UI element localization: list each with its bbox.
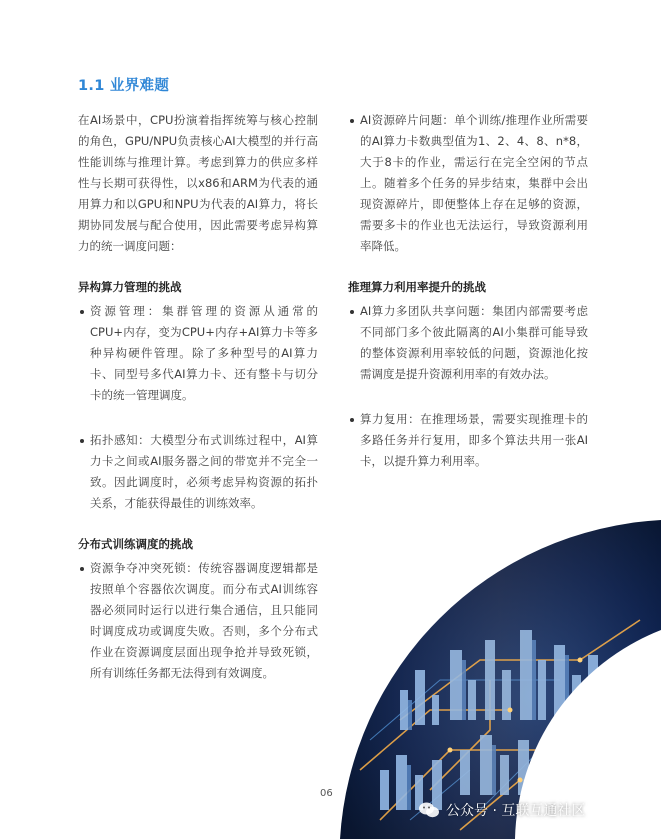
bullet-dot-icon bbox=[80, 567, 84, 571]
list-item bbox=[78, 558, 318, 684]
section-heading-heterogeneous: 异构算力管理的挑战 bbox=[78, 280, 182, 294]
list-item bbox=[348, 301, 588, 385]
bullet-text: 拓扑感知：大模型分布式训练过程中，AI算力卡之间或AI服务器之间的带宽并不完全一致。因此调度时，必须考虑异构资源的拓扑关系，才能获得最佳的训练效率。 bbox=[90, 433, 318, 510]
section-heading-distributed: 分布式训练调度的挑战 bbox=[78, 537, 193, 551]
bullet-text: 资源争夺冲突死锁：传统容器调度逻辑都是按照单个容器依次调度。而分布式AI训练容器必须同时运行以进行集合通信，且只能同时调度成功或调度失败。否则，多个分布式作业在资源调度层面出现争抢并导致死锁，所有训练任务都无法得到有效调度。 bbox=[90, 561, 318, 680]
section-heading-inference: 推理算力利用率提升的挑战 bbox=[348, 280, 486, 294]
list-item bbox=[78, 301, 318, 406]
circuit-city-image bbox=[340, 520, 661, 839]
bullet-text: AI算力多团队共享问题：集团内部需要考虑不同部门多个彼此隔离的AI小集群可能导致的整体资源利用率较低的问题，资源池化按需调度是提升资源利用率的有效办法。 bbox=[360, 304, 588, 381]
bullet-dot-icon bbox=[350, 310, 354, 314]
bullet-dot-icon bbox=[350, 418, 354, 422]
circuit-city-illustration bbox=[340, 520, 661, 839]
left-column bbox=[78, 110, 318, 708]
watermark-text: 公众号 · 互联互通社区 bbox=[446, 803, 586, 819]
intro-paragraph: 在AI场景中，CPU扮演着指挥统筹与核心控制的角色，GPU/NPU负责核心AI大模型的并行高性能训练与推理计算。考虑到算力的供应多样性与长期可获得性，以x86和ARM为代表的通用算力和以GPU和NPU为代表的AI算力，将长期协同发展与配合使用，因此需要考虑异构算力的统一调度问题： bbox=[78, 113, 318, 253]
page-title: 1.1 业界难题 bbox=[78, 78, 170, 94]
bullet-text: 资源管理：集群管理的资源从通常的CPU+内存，变为CPU+内存+AI算力卡等多种异构硬件管理。除了多种型号的AI算力卡、同型号多代AI算力卡、还有整卡与切分卡的统一管理调度。 bbox=[90, 304, 318, 402]
wechat-watermark bbox=[418, 800, 585, 820]
bullet-dot-icon bbox=[350, 119, 354, 123]
page-number: 06 bbox=[320, 788, 333, 799]
wechat-icon bbox=[418, 801, 440, 819]
bullet-dot-icon bbox=[80, 439, 84, 443]
right-column bbox=[348, 110, 588, 496]
list-item bbox=[348, 110, 588, 257]
bullet-text: 算力复用：在推理场景，需要实现推理卡的多路任务并行复用，即多个算法共用一张AI卡，以提升算力利用率。 bbox=[360, 412, 588, 468]
bullet-text: AI资源碎片问题：单个训练/推理作业所需要的AI算力卡数典型值为1、2、4、8、n*8，大于8卡的作业，需运行在完全空闲的节点上。随着多个任务的异步结束，集群中会出现资源碎片，即便整体上存在足够的资源，需要多卡的作业也无法运行，导致资源利用率降低。 bbox=[360, 113, 588, 253]
list-item bbox=[78, 430, 318, 514]
bullet-dot-icon bbox=[80, 310, 84, 314]
list-item bbox=[348, 409, 588, 472]
